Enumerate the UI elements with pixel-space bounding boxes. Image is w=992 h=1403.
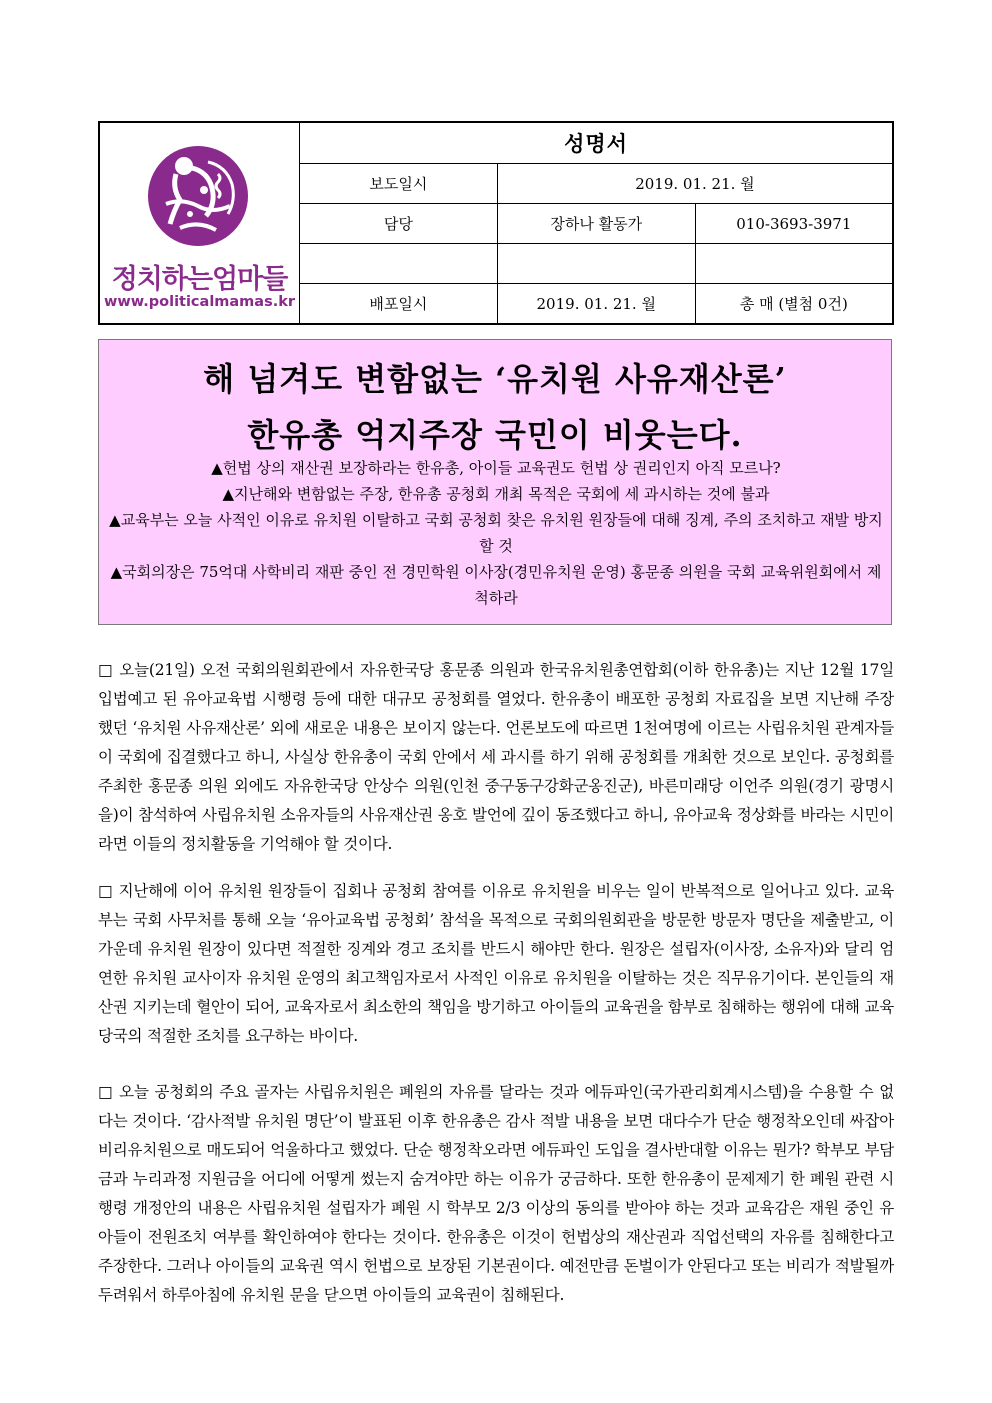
summary-bullet: ▲지난해와 변함없는 주장, 한유총 공청회 개최 목적은 국회에 세 과시하는 것에 불과 [222,485,770,503]
empty-cell [695,244,893,284]
distribution-date-value: 2019. 01. 21. 월 [497,284,695,324]
logo [100,124,299,322]
headline-line-2: 한유총 억지주장 국민이 비웃는다. [247,416,743,454]
summary-bullets [104,455,888,611]
empty-label-cell [300,244,498,284]
logo-name: 정치하는엄마들 [111,263,288,295]
page-count: 총 매 (별첨 0건) [695,284,893,324]
contact-label: 담당 [300,204,498,244]
logo-cell [99,122,300,324]
contact-name: 장하나 활동가 [497,204,695,244]
logo-url[interactable]: www.politicalmamas.kr [103,293,296,310]
body-paragraph-3: □ 오늘 공청회의 주요 골자는 사립유치원은 폐원의 자유를 달라는 것과 에듀파인(국가관리회계시스템)을 수용할 수 없다는 것이다. ‘감사적발 유치원 명단’이 발표된 이후 한유총은 감사 적발 내용을 보면 대다수가 단순 행정착오인데 싸잡아 비리유치원으로 매도되어 억울하다고 했었다. 단순 행정착오라면 에듀파인 도입을 결사반대할 이유는 뭔가? 학부모 부담금과 누리과정 지원금을 어디에 어떻게 썼는지 숨겨야만 하는 이유가 궁금하다. 또한 한유총이 문제제기 한 폐원 관련 시행령 개정안의 내용은 사립유치원 설립자가 폐원 시 학부모 2/3 이상의 동의를 받아야 하는 것과 교육감은 재원 중인 유아들이 전원조치 여부를 확인하여야 한다는 것이다. 한유총은 이것이 헌법상의 재산권과 직업선택의 자유를 침해한다고 주장한다. 그러나 아이들의 교육권 역시 헌법으로 보장된 기본권이다. 예전만큼 돈벌이가 안된다고 또는 비리가 적발될까 두려워서 하루아침에 유치원 문을 닫으면 아이들의 교육권이 침해된다. [98,1083,894,1304]
summary-bullet: ▲헌법 상의 재산권 보장하라는 한유총, 아이들 교육권도 헌법 상 권리인지 아직 모르나? [211,459,781,477]
empty-cell [497,244,695,284]
summary-bullet: ▲국회의장은 75억대 사학비리 재판 중인 전 경민학원 이사장(경민유치원 운영) 홍문종 의원을 국회 교육위원회에서 제척하라 [110,563,882,607]
body-paragraph-1: □ 오늘(21일) 오전 국회의원회관에서 자유한국당 홍문종 의원과 한국유치원총연합회(이하 한유총)는 지난 12월 17일 입법예고 된 유아교육법 시행령 등에 대한 대규모 공청회를 열었다. 한유총이 배포한 공청회 자료집을 보면 지난해 주장했던 ‘유치원 사유재산론’ 외에 새로운 내용은 보이지 않는다. 언론보도에 따르면 1천여명에 이르는 사립유치원 관계자들이 국회에 집결했다고 하니, 사실상 한유총이 국회 안에서 세 과시를 하기 위해 공청회를 개최한 것으로 보인다. 공청회를 주최한 홍문종 의원 외에도 자유한국당 안상수 의원(인천 중구동구강화군옹진군), 바른미래당 이언주 의원(경기 광명시을)이 참석하여 사립유치원 소유자들의 사유재산권 옹호 발언에 깊이 동조했다고 하니, 유아교육 정상화를 바라는 시민이라면 이들의 정치활동을 기억해야 할 것이다. [98,661,894,853]
headline-line-1: 해 넘겨도 변함없는 ‘유치원 사유재산론’ [203,360,787,398]
contact-phone: 010-3693-3971 [695,204,893,244]
release-date-value: 2019. 01. 21. 월 [497,164,893,204]
summary-bullet: ▲교육부는 오늘 사적인 이유로 유치원 이탈하고 국회 공청회 찾은 유치원 원장들에 대해 징계, 주의 조치하고 재발 방지할 것 [109,511,883,555]
distribution-date-label: 배포일시 [300,284,498,324]
release-date-label: 보도일시 [300,164,498,204]
political-mamas-emblem-icon [146,144,250,248]
press-release-header-table [98,121,894,325]
document-type-title: 성명서 [300,122,894,164]
body-paragraph-2: □ 지난해에 이어 유치원 원장들이 집회나 공청회 참여를 이유로 유치원을 비우는 일이 반복적으로 일어나고 있다. 교육부는 국회 사무처를 통해 오늘 ‘유아교육법 공청회’ 참석을 목적으로 국회의원회관을 방문한 방문자 명단을 제출받고, 이 가운데 유치원 원장이 있다면 적절한 징계와 경고 조치를 반드시 해야만 한다. 원장은 설립자(이사장, 소유자)와 달리 엄연한 유치원 교사이자 유치원 운영의 최고책임자로서 사적인 이유로 유치원을 이탈하는 것은 직무유기이다. 본인들의 재산권 지키는데 혈안이 되어, 교육자로서 최소한의 책임을 방기하고 아이들의 교육권을 함부로 침해하는 행위에 대해 교육당국의 적절한 조치를 요구하는 바이다. [98,882,894,1045]
